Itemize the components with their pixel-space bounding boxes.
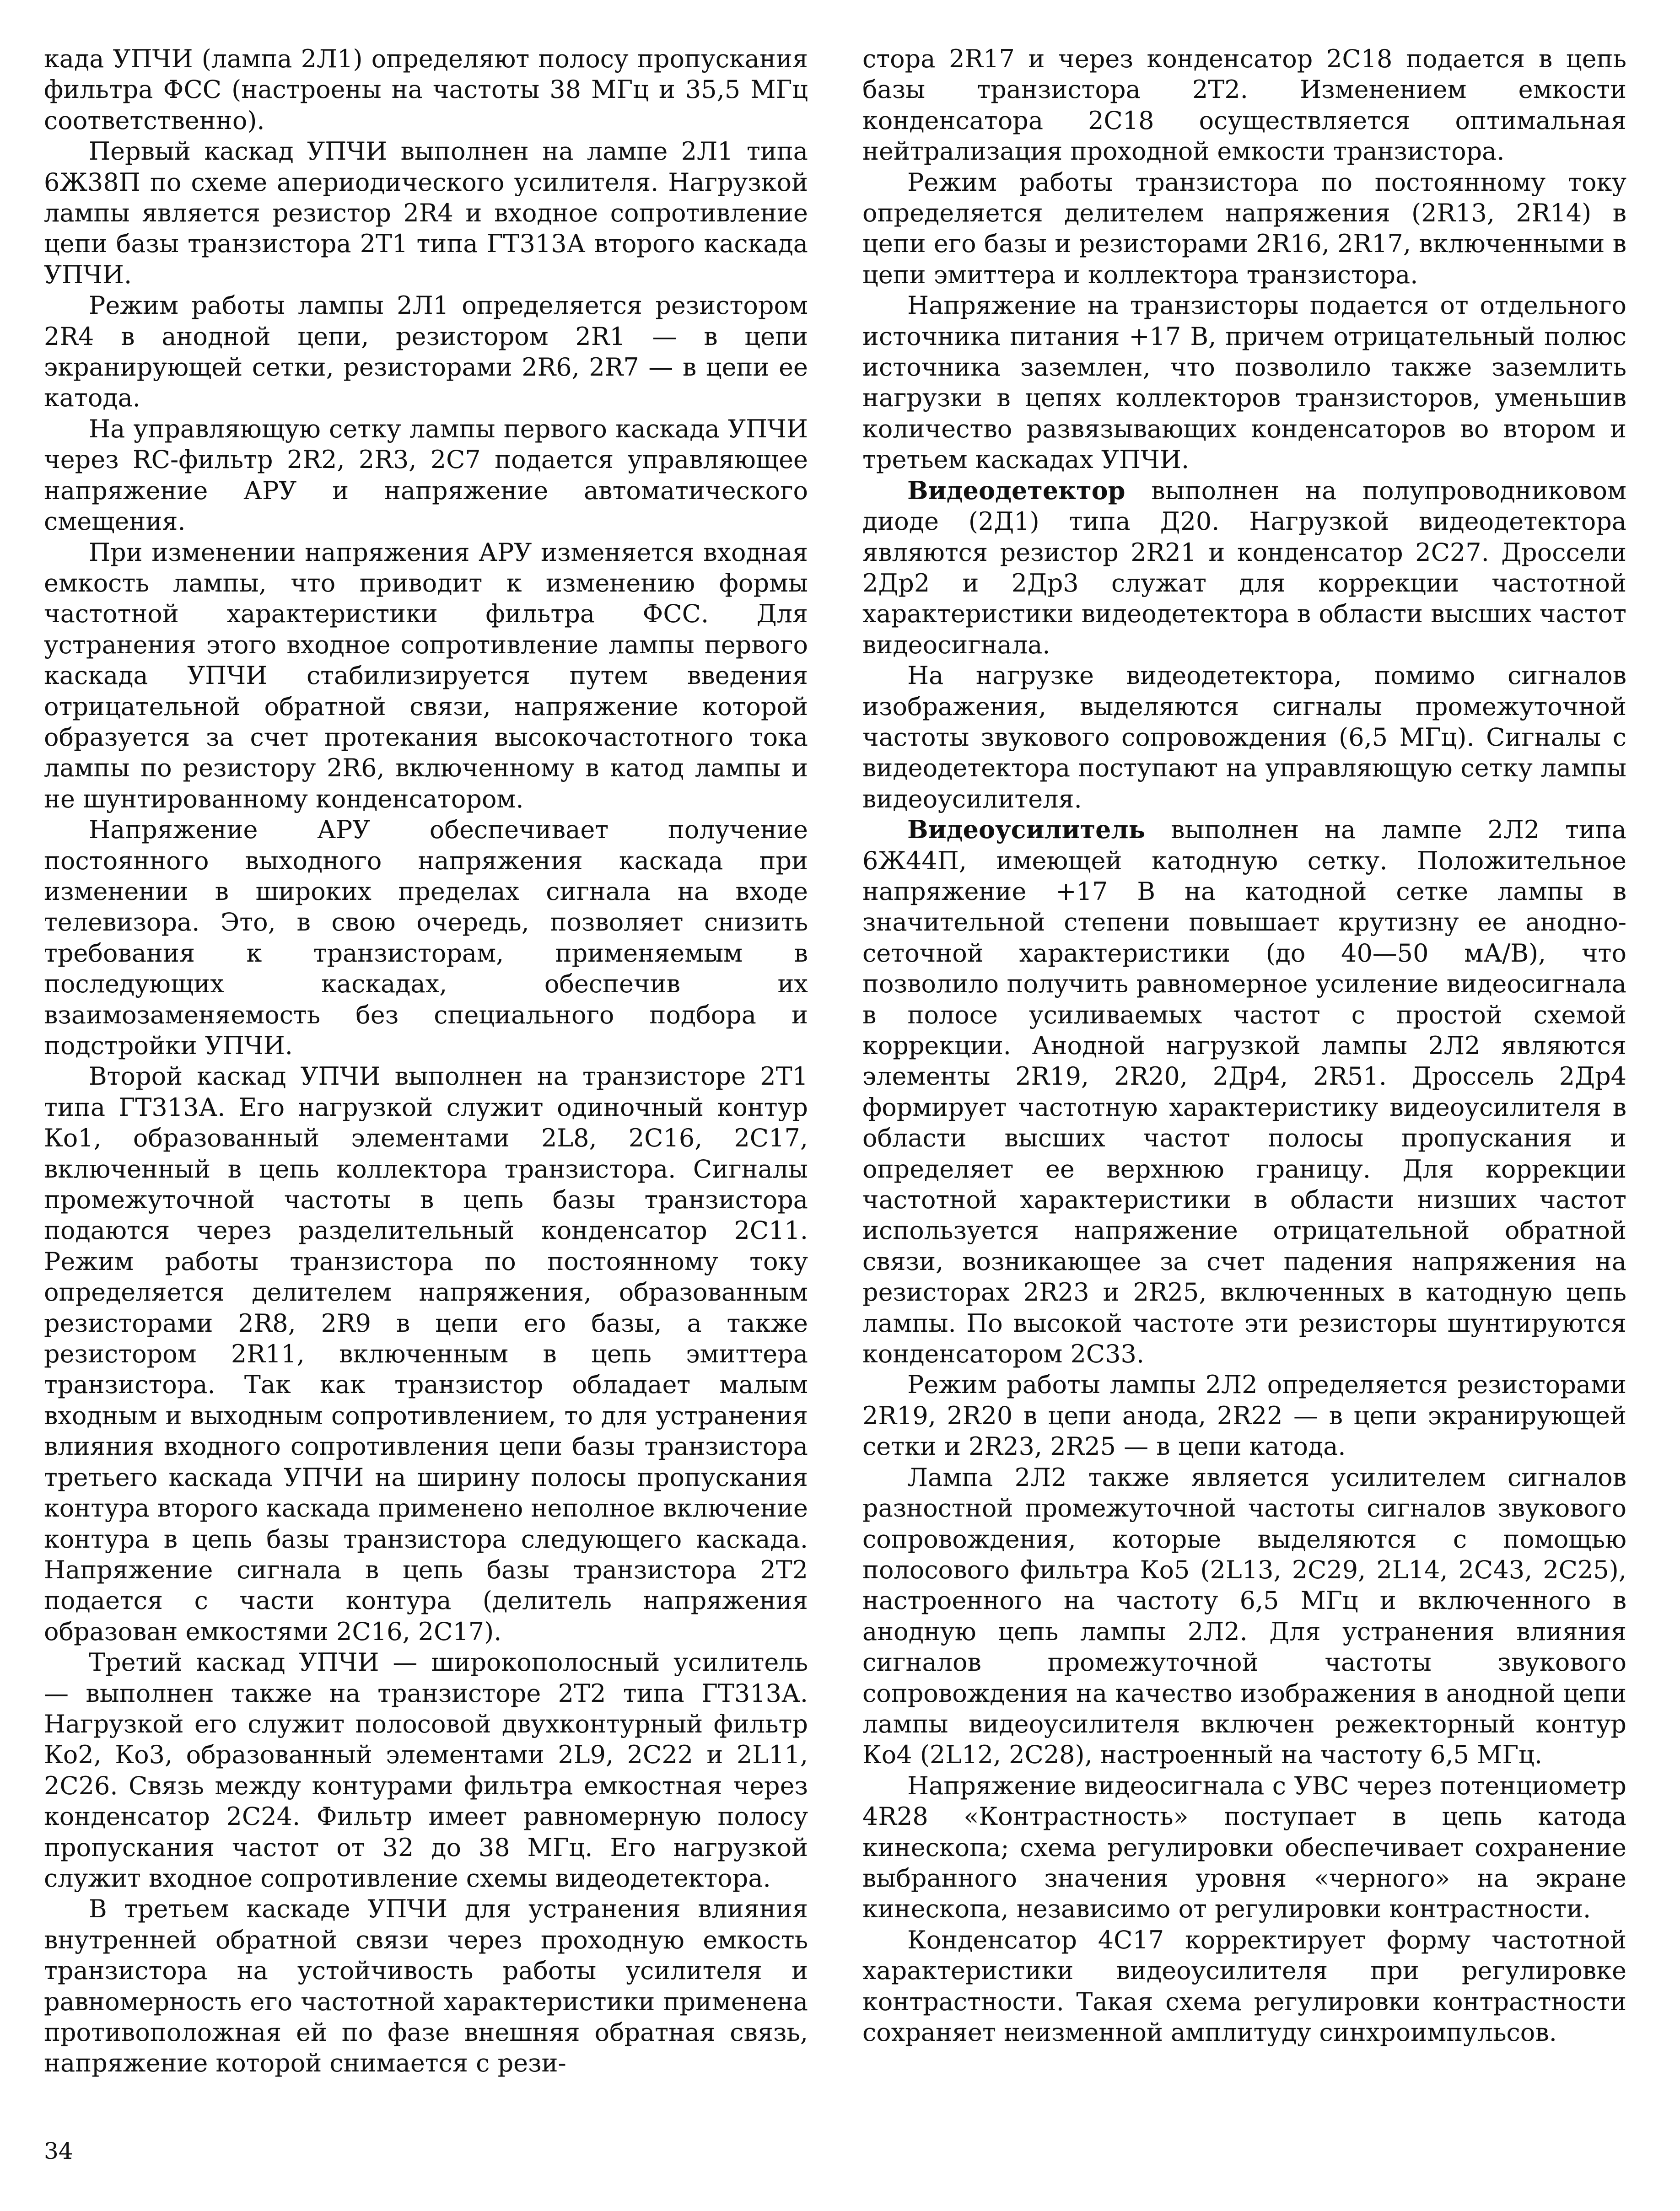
left-column	[44, 43, 808, 2079]
paragraph: Первый каскад УПЧИ выполнен на лампе 2Л1 типа 6Ж38П по схеме апериодического усилителя. Нагрузкой лампы является резистор 2R4 и входное сопротивление цепи базы транзистора 2Т1 типа ГТ313А второго каскада УПЧИ.	[44, 137, 808, 289]
paragraph-text: выполнен на полупроводниковом диоде (2Д1) типа Д20. Нагрузкой видеодетектора являются резистор 2R21 и конденсатор 2C27. Дроссели 2Др2 и 2Др3 служат для коррекции частотной характеристики видеодетектора в области высших частот видеосигнала.	[862, 476, 1626, 659]
paragraph: Третий каскад УПЧИ — широкополосный усилитель — выполнен также на транзисторе 2Т2 типа ГТ313А. Нагрузкой его служит полосовой двухконтурный фильтр Ко2, Ко3, образованный элементами 2L9, 2C22 и 2L11, 2C26. Связь между контурами фильтра емкостная через конденсатор 2C24. Фильтр имеет равномерную полосу пропускания частот от 32 до 38 МГц. Его нагрузкой служит входное сопротивление схемы видеодетектора.	[44, 1648, 808, 1893]
paragraph: стора 2R17 и через конденсатор 2C18 подается в цепь базы транзистора 2Т2. Изменением емкости конденсатора 2C18 осуществляется оптимальная нейтрализация проходной емкости транзистора.	[862, 44, 1626, 166]
paragraph: При изменении напряжения АРУ изменяется входная емкость лампы, что приводит к изменению формы частотной характеристики фильтра ФСС. Для устранения этого входное сопротивление лампы первого каскада УПЧИ стабилизируется путем введения отрицательной обратной связи, напряжение которой образуется за счет протекания высокочастотного тока лампы по резистору 2R6, включенному в катод лампы и не шунтированному конденсатором.	[44, 538, 808, 813]
paragraph: Режим работы лампы 2Л1 определяется резистором 2R4 в анодной цепи, резистором 2R1 — в цепи экранирующей сетки, резисторами 2R6, 2R7 — в цепи ее катода.	[44, 291, 808, 413]
paragraph: Второй каскад УПЧИ выполнен на транзисторе 2Т1 типа ГТ313А. Его нагрузкой служит одиночный контур Ко1, образованный элементами 2L8, 2C16, 2C17, включенный в цепь коллектора транзистора. Сигналы промежуточной частоты в цепь базы транзистора подаются через разделительный конденсатор 2C11. Режим работы транзистора по постоянному току определяется делителем напряжения, образованным резисторами 2R8, 2R9 в цепи его базы, а также резистором 2R11, включенным в цепь эмиттера транзистора. Так как транзистор обладает малым входным и выходным сопротивлением, то для устранения влияния входного сопротивления цепи базы транзистора третьего каскада УПЧИ на ширину полосы пропускания контура второго каскада применено неполное включение контура в цепь базы транзистора следующего каскада. Напряжение сигнала в цепь базы транзистора 2Т2 подается с части контура (делитель напряжения образован емкостями 2C16, 2C17).	[44, 1062, 808, 1646]
paragraph-videoamplifier	[862, 814, 1626, 1369]
right-column	[862, 43, 1626, 2048]
paragraph: Конденсатор 4C17 корректирует форму частотной характеристики видеоусилителя при регулировке контрастности. Такая схема регулировки контрастности сохраняет неизменной амплитуду синхроимпульсов.	[862, 1925, 1626, 2047]
section-lead: Видеодетектор	[907, 475, 1125, 505]
section-lead: Видеоусилитель	[907, 815, 1146, 845]
paragraph: Напряжение на транзисторы подается от отдельного источника питания +17 В, причем отрицательный полюс источника заземлен, что позволило также заземлить нагрузки в цепях коллекторов транзисторов, уменьшив количество развязывающих конденсаторов во втором и третьем каскадах УПЧИ.	[862, 291, 1626, 474]
paragraph: Лампа 2Л2 также является усилителем сигналов разностной промежуточной частоты сигналов звукового сопровождения, которые выделяются с помощью полосового фильтра Ко5 (2L13, 2C29, 2L14, 2C43, 2C25), настроенного на частоту 6,5 МГц и включенного в анодную цепь лампы 2Л2. Для устранения влияния сигналов промежуточной частоты звукового сопровождения на качество изображения в анодной цепи лампы видеоусилителя включен режекторный контур Ко4 (2L12, 2C28), настроенный на частоту 6,5 МГц.	[862, 1463, 1626, 1770]
paragraph: када УПЧИ (лампа 2Л1) определяют полосу пропускания фильтра ФСС (настроены на частоты 38 МГц и 35,5 МГц соответственно).	[44, 44, 808, 135]
page-number: 34	[44, 2138, 73, 2164]
paragraph-videodetector	[862, 475, 1626, 660]
paragraph: Режим работы транзистора по постоянному току определяется делителем напряжения (2R13, 2R14) в цепи его базы и резисторами 2R16, 2R17, включенными в цепи эмиттера и коллектора транзистора.	[862, 167, 1626, 289]
paragraph: В третьем каскаде УПЧИ для устранения влияния внутренней обратной связи через проходную емкость транзистора на устойчивость работы усилителя и равномерность его частотной характеристики применена противоположная ей по фазе внешняя обратная связь, напряжение которой снимается с рези-	[44, 1894, 808, 2078]
paragraph: На управляющую сетку лампы первого каскада УПЧИ через RC-фильтр 2R2, 2R3, 2C7 подается управляющее напряжение АРУ и напряжение автоматического смещения.	[44, 414, 808, 536]
paragraph: Напряжение видеосигнала с УВС через потенциометр 4R28 «Контрастность» поступает в цепь катода кинескопа; схема регулировки обеспечивает сохранение выбранного значения уровня «черного» на экране кинескопа, независимо от регулировки контрастности.	[862, 1771, 1626, 1924]
paragraph: На нагрузке видеодетектора, помимо сигналов изображения, выделяются сигналы промежуточной частоты звукового сопровождения (6,5 МГц). Сигналы с видеодетектора поступают на управляющую сетку лампы видеоусилителя.	[862, 661, 1626, 813]
paragraph-text: выполнен на лампе 2Л2 типа 6Ж44П, имеющей катодную сетку. Положительное напряжение +17 В на катодной сетке лампы в значительной степени повышает крутизну ее анодно-сеточной характеристики (до 40—50 мА/В), что позволило получить равномерное усиление видеосигнала в полосе усиливаемых частот с простой схемой коррекции. Анодной нагрузкой лампы 2Л2 являются элементы 2R19, 2R20, 2Др4, 2R51. Дроссель 2Др4 формирует частотную характеристику видеоусилителя в области высших частот полосы пропускания и определяет ее верхнюю границу. Для коррекции частотной характеристики в области низших частот используется напряжение отрицательной обратной связи, возникающее за счет падения напряжения на резисторах 2R23 и 2R25, включенных в катодную цепь лампы. По высокой частоте эти резисторы шунтируются конденсатором 2C33.	[862, 815, 1626, 1369]
paragraph: Напряжение АРУ обеспечивает получение постоянного выходного напряжения каскада при изменении в широких пределах сигнала на входе телевизора. Это, в свою очередь, позволяет снизить требования к транзисторам, применяемым в последующих каскадах, обеспечив их взаимозаменяемость без специального подбора и подстройки УПЧИ.	[44, 815, 808, 1060]
paragraph: Режим работы лампы 2Л2 определяется резисторами 2R19, 2R20 в цепи анода, 2R22 — в цепи экранирующей сетки и 2R23, 2R25 — в цепи катода.	[862, 1370, 1626, 1461]
